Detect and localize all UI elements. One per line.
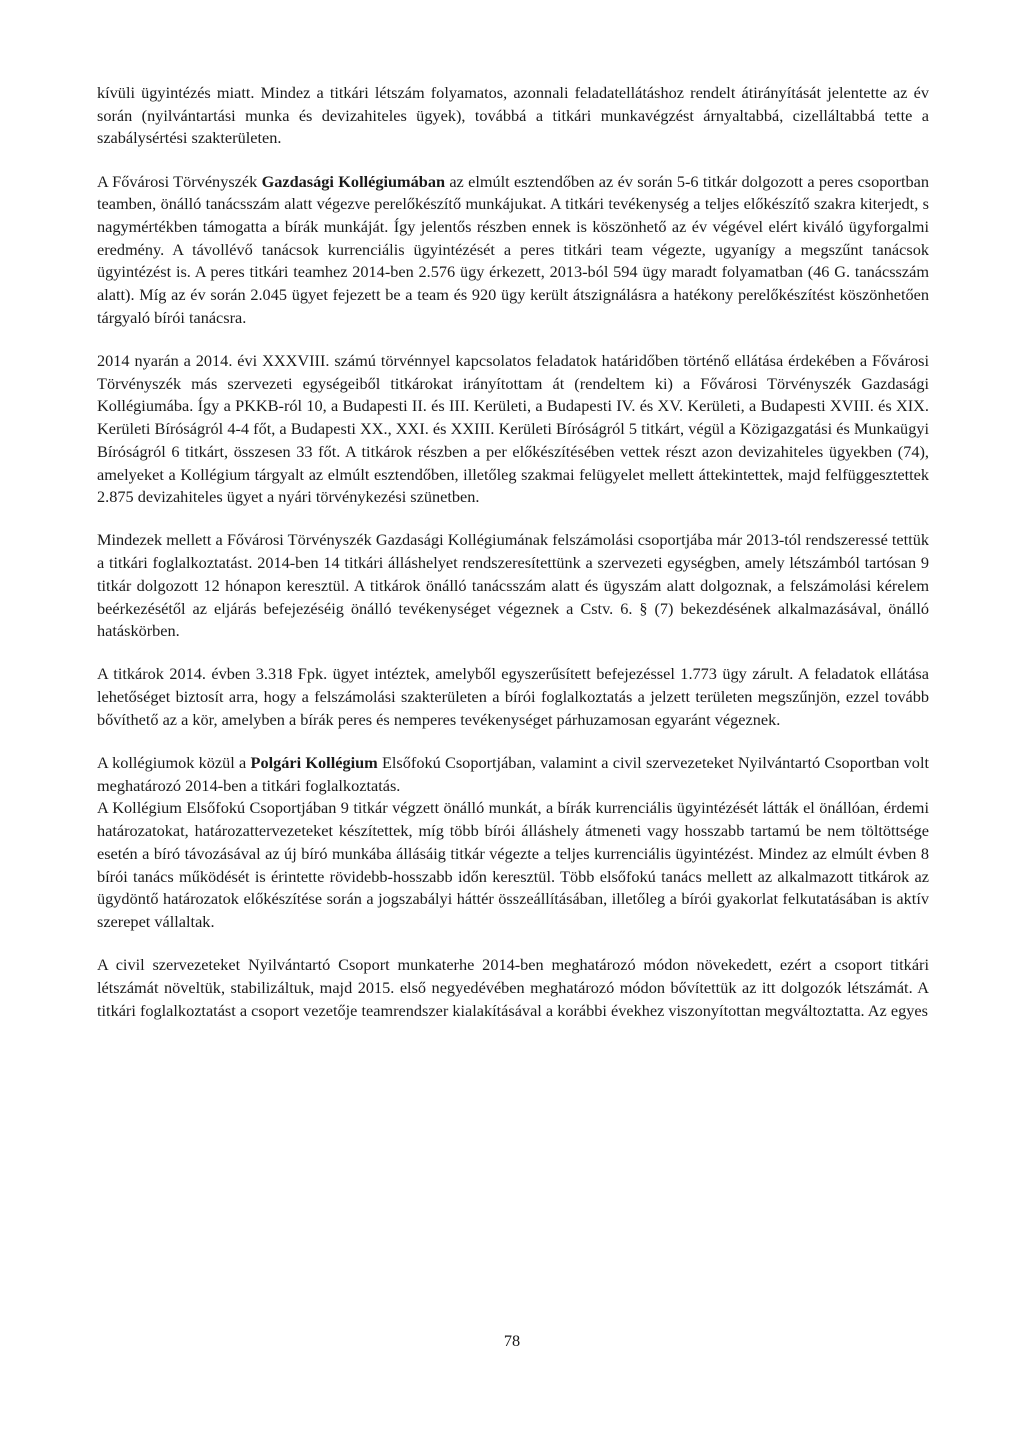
paragraph-2 <box>97 171 929 330</box>
paragraph-1: kívüli ügyintézés miatt. Mindez a titkári létszám folyamatos, azonnali feladatellátáshoz rendelt átirányítását jelentette az év során (nyilvántartási munka és devizahiteles ügyek), továbbá a titkári munkavégzést árnyaltabbá, cizelláltabbá tette a szabálysértési szakterületen. <box>97 83 929 148</box>
paragraph-4: Mindezek mellett a Fővárosi Törvényszék Gazdasági Kollégiumának felszámolási csoportjába már 2013-tól rendszeressé tettük a titkári foglalkoztatást. 2014-ben 14 titkári álláshelyet rendszeresítettünk a szervezeti egységben, amely létszámból tartósan 9 titkár dolgozott 12 hónapon keresztül. A titkárok önálló tanácsszám alatt és ügyszám alatt dolgoznak, a felszámolási kérelem beérkezésétől az eljárás befejezéséig önálló tevékenységet végeznek a Cstv. 6. § (7) bekezdésének alkalmazásával, önálló hatáskörben. <box>97 530 929 641</box>
paragraph-2-emphasis: Gazdasági Kollégiumában <box>261 171 446 191</box>
paragraph-2-text-after: az elmúlt esztendőben az év során 5-6 titkár dolgozott a peres csoportban teamben, önálló tanácsszám alatt végezve perelőkészítő munkájukat. A titkári tevékenység a teljes előkészítő szakra kiterjedt, s nagymértékben támogatta a bírák munkáját. Így jelentős részben ennek is köszönhető az év végével elért kiváló ügyforgalmi eredmény. A távollévő tanácsok kurrenciális ügyintézését a peres titkári team végezte, ugyanígy a megszűnt tanácsok ügyintézést is. A peres titkári teamhez 2014-ben 2.576 ügy érkezett, 2013-ból 594 ügy maradt folyamatban (46 G. tanácsszám alatt). Míg az év során 2.045 ügyet fejezett be a team és 920 ügy került átszignálásra a hatékony perelőkészítést köszönhetően tárgyaló bírói tanácsra. <box>97 171 929 327</box>
paragraph-6-emphasis: Polgári Kollégium <box>250 753 378 773</box>
paragraph-2-text-before: A Fővárosi Törvényszék <box>97 171 262 191</box>
paragraph-5: A titkárok 2014. évben 3.318 Fpk. ügyet intéztek, amelyből egyszerűsített befejezéssel 1.773 ügy zárult. A feladatok ellátása lehetőséget biztosít arra, hogy a felszámolási szakterületen a bírói foglalkoztatás a jelzett területen megszűnjön, ezzel tovább bővíthető az a kör, amelyben a bírák peres és nemperes tevékenységet párhuzamosan egyaránt végeznek. <box>97 664 929 729</box>
paragraph-6-text-after: Elsőfokú Csoportjában, valamint a civil szervezeteket Nyilvántartó Csoportban volt meghatározó 2014-ben a titkári foglalkoztatás. <box>97 753 929 795</box>
paragraph-7: A Kollégium Elsőfokú Csoportjában 9 titkár végzett önálló munkát, a bírák kurrenciális ügyintézését látták el önállóan, érdemi határozatokat, határozattervezeteket készítettek, míg több bírói álláshely átmeneti vagy hosszabb tartamú be nem töltöttsége esetén a bíró távozásával az új bíró munkába állásáig titkár végezte a teljes kurrenciális ügyintézést. Mindez az elmúlt évben 8 bírói tanács működését is érintette rövidebb-hosszabb időn keresztül. Több elsőfokú tanács mellett az alkalmazott titkárok az ügydöntő határozatok előkészítése során a jogszabályi háttér összeállításában, illetőleg a bírói gyakorlat felkutatásában is aktív szerepet vállaltak. <box>97 798 929 931</box>
page-number: 78 <box>503 1331 521 1350</box>
paragraph-3: 2014 nyarán a 2014. évi XXXVIII. számú törvénnyel kapcsolatos feladatok határidőben történő ellátása érdekében a Fővárosi Törvényszék más szervezeti egységeiből titkárokat irányítottam át (rendeltem ki) a Fővárosi Törvényszék Gazdasági Kollégiumába. Így a PKKB-ról 10, a Budapesti II. és III. Kerületi, a Budapesti IV. és XV. Kerületi, a Budapesti XVIII. és XIX. Kerületi Bíróságról 4-4 főt, a Budapesti XX., XXI. és XXIII. Kerületi Bíróságról 5 titkárt, végül a Közigazgatási és Munkaügyi Bíróságról 6 titkárt, összesen 33 főt. A titkárok részben a per előkészítésében vettek részt azon devizahiteles ügyekben (74), amelyeket a Kollégium tárgyalt az elmúlt esztendőben, illetőleg szakmai felügyelet mellett áttekintettek, majd felfüggesztettek 2.875 devizahiteles ügyet a nyári törvénykezési szünetben. <box>97 351 929 507</box>
paragraph-6-text-before: A kollégiumok közül a <box>97 753 251 773</box>
document-page <box>97 82 929 1043</box>
paragraph-6 <box>97 752 929 797</box>
paragraph-8: A civil szervezeteket Nyilvántartó Csoport munkaterhe 2014-ben meghatározó módon növekedett, ezért a csoport titkári létszámát növeltük, stabilizáltuk, majd 2015. első negyedévében meghatározó módon bővítettük az itt dolgozók létszámát. A titkári foglalkoztatást a csoport vezetője teamrendszer kialakításával a korábbi évekhez viszonyítottan megváltoztatta. Az egyes <box>97 955 929 1020</box>
